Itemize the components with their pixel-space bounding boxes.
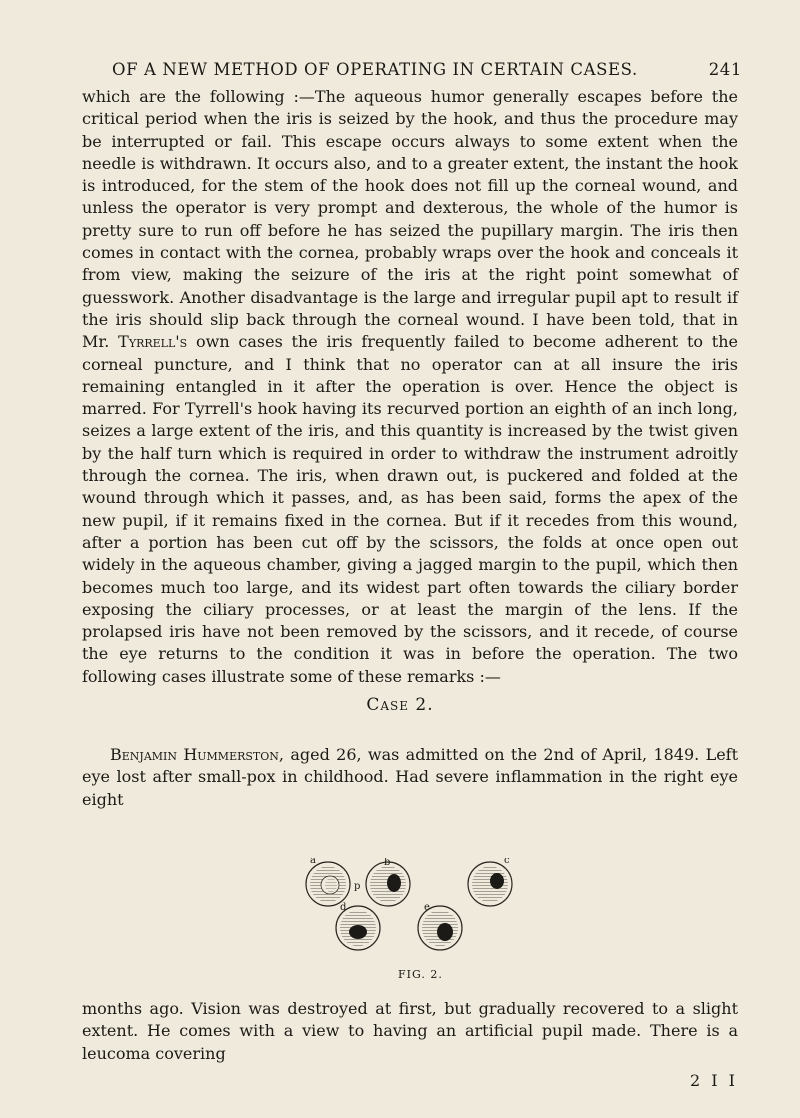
eye-c-illustration [468, 862, 512, 906]
paragraph-3-text: months ago. Vision was destroyed at first, but gradually recovered to a slight extent. He comes with a view to having an artificial pupil made. There is a leucoma covering [82, 999, 738, 1063]
paragraph-2-text: aged 26, was admitted on the 2nd of April, 1849. Left eye lost after small-pox in childhood. Had severe inflammation in the right eye eight [82, 745, 739, 809]
page-number: 241 [708, 60, 742, 79]
surgeon-name-tyrrell: Tyrrell's [118, 332, 188, 352]
paragraph-1-text-b: own cases the iris frequently failed to become adherent to the corneal puncture, and I think that no operator can at all insure the iris remaining entangled in it after the operation is over. Hence the object is marred. For Tyrrell's hook having its recurved portion an eighth of an inch long, seizes a large extent of the iris, and this quantity is increased by the twist given by the half turn which is required in order to withdraw the instrument adroitly through the cornea. The iris, when drawn out, is puckered and folded at the wound through which it passes, and, as has been said, forms the apex of the new pupil, if it remains fixed in the cornea. But if it recedes from this wound, after a portion has been cut off by the scissors, the folds at once open out widely in the aqueous chamber, giving a jagged margin to the pupil, which then becomes much too large, and its widest part often towards the ciliary border exposing the ciliary processes, or at least the margin of the lens. If the prolapsed iris have not been removed by the scissors, and it recede, of course the eye returns to the condition it was in before the operation. The two following cases illustrate some of these remarks :— [82, 332, 739, 686]
patient-name: Benjamin Hummerston, [110, 745, 284, 764]
running-title: OF A NEW METHOD OF OPERATING IN CERTAIN CASES. [112, 60, 638, 79]
paragraph-1-text-a: which are the following :—The aqueous humor generally escapes before the critical period when the iris is seized by the hook, and thus the procedure may be interrupted or fail. This escape occurs always to some extent when the needle is withdrawn. It occurs also, and to a greater extent, the instant the hook is introduced, for the stem of the hook does not fill up the corneal wound, and unless the operator is very prompt and dexterous, the whole of the humor is pretty sure to run off before he has seized the pupillary margin. The iris then comes in contact with the cornea, probably wraps over the hook and conceals it from view, making the seizure of the iris at the right point somewhat of guesswork. Another disadvantage is the large and irregular pupil apt to result if the iris should slip back through the corneal wound. I have been told, that in Mr. [82, 87, 738, 352]
figure-label-p: p [354, 881, 361, 892]
running-header [80, 60, 742, 79]
signature-mark: 2 I I [690, 1071, 738, 1090]
figure-label-e: e [424, 902, 430, 913]
paragraph-3 [82, 998, 738, 1065]
paragraph-2 [82, 744, 738, 811]
figure-label-a: a [310, 858, 316, 866]
case-heading: Case 2. [366, 695, 434, 715]
figure-label-d: d [340, 902, 347, 913]
eye-b-illustration [366, 862, 410, 906]
figure-label-b: b [384, 858, 391, 868]
figure-caption: FIG. 2. [398, 968, 443, 981]
eye-a-illustration [306, 862, 350, 906]
figure-2-eye-illustrations [300, 858, 540, 958]
figure-label-c: c [504, 858, 510, 866]
paragraph-1 [82, 86, 738, 688]
